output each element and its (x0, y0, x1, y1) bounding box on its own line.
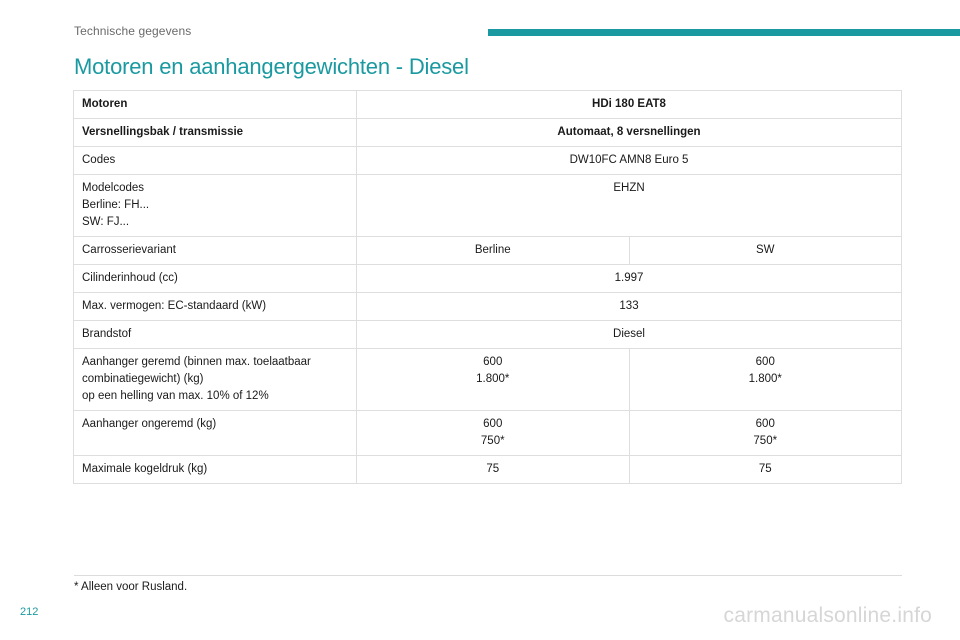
engine-specs-table (73, 90, 902, 484)
row-value: EHZN (357, 175, 902, 237)
row-value: 1.997 (357, 265, 902, 293)
table-row (74, 456, 902, 484)
row-value-berline: 600 750* (357, 411, 630, 456)
row-label: Maximale kogeldruk (kg) (74, 456, 357, 484)
row-label: Brandstof (74, 321, 357, 349)
footnote-divider (74, 575, 902, 576)
row-value-sw: SW (629, 237, 902, 265)
table-row (74, 175, 902, 237)
table-row (74, 349, 902, 411)
section-header: Technische gegevens (74, 24, 192, 38)
table-row (74, 119, 902, 147)
row-value-berline: 75 (357, 456, 630, 484)
row-value: HDi 180 EAT8 (357, 91, 902, 119)
row-label: Aanhanger ongeremd (kg) (74, 411, 357, 456)
row-value-berline: 600 1.800* (357, 349, 630, 411)
row-value-sw: 600 750* (629, 411, 902, 456)
row-label: Modelcodes Berline: FH... SW: FJ... (74, 175, 357, 237)
row-value-berline: Berline (357, 237, 630, 265)
row-label: Versnellingsbak / transmissie (74, 119, 357, 147)
row-label: Codes (74, 147, 357, 175)
row-value-sw: 75 (629, 456, 902, 484)
row-label: Max. vermogen: EC-standaard (kW) (74, 293, 357, 321)
header-accent-bar (488, 29, 960, 36)
page-title: Motoren en aanhangergewichten - Diesel (74, 54, 469, 79)
table-row (74, 237, 902, 265)
row-value: Automaat, 8 versnellingen (357, 119, 902, 147)
row-label: Carrosserievariant (74, 237, 357, 265)
row-value: Diesel (357, 321, 902, 349)
table-row (74, 293, 902, 321)
table-row (74, 411, 902, 456)
table-row (74, 265, 902, 293)
row-label: Aanhanger geremd (binnen max. toelaatbaar combinatiegewicht) (kg) op een helling van max. 10% of 12% (74, 349, 357, 411)
row-label: Cilinderinhoud (cc) (74, 265, 357, 293)
row-value-sw: 600 1.800* (629, 349, 902, 411)
row-value: DW10FC AMN8 Euro 5 (357, 147, 902, 175)
table-row (74, 147, 902, 175)
footnote: * Alleen voor Rusland. (74, 581, 188, 593)
watermark-text: carmanualsonline.info (723, 604, 932, 627)
row-label: Motoren (74, 91, 357, 119)
row-value: 133 (357, 293, 902, 321)
table-row (74, 321, 902, 349)
page-number: 212 (20, 606, 39, 618)
table-row (74, 91, 902, 119)
